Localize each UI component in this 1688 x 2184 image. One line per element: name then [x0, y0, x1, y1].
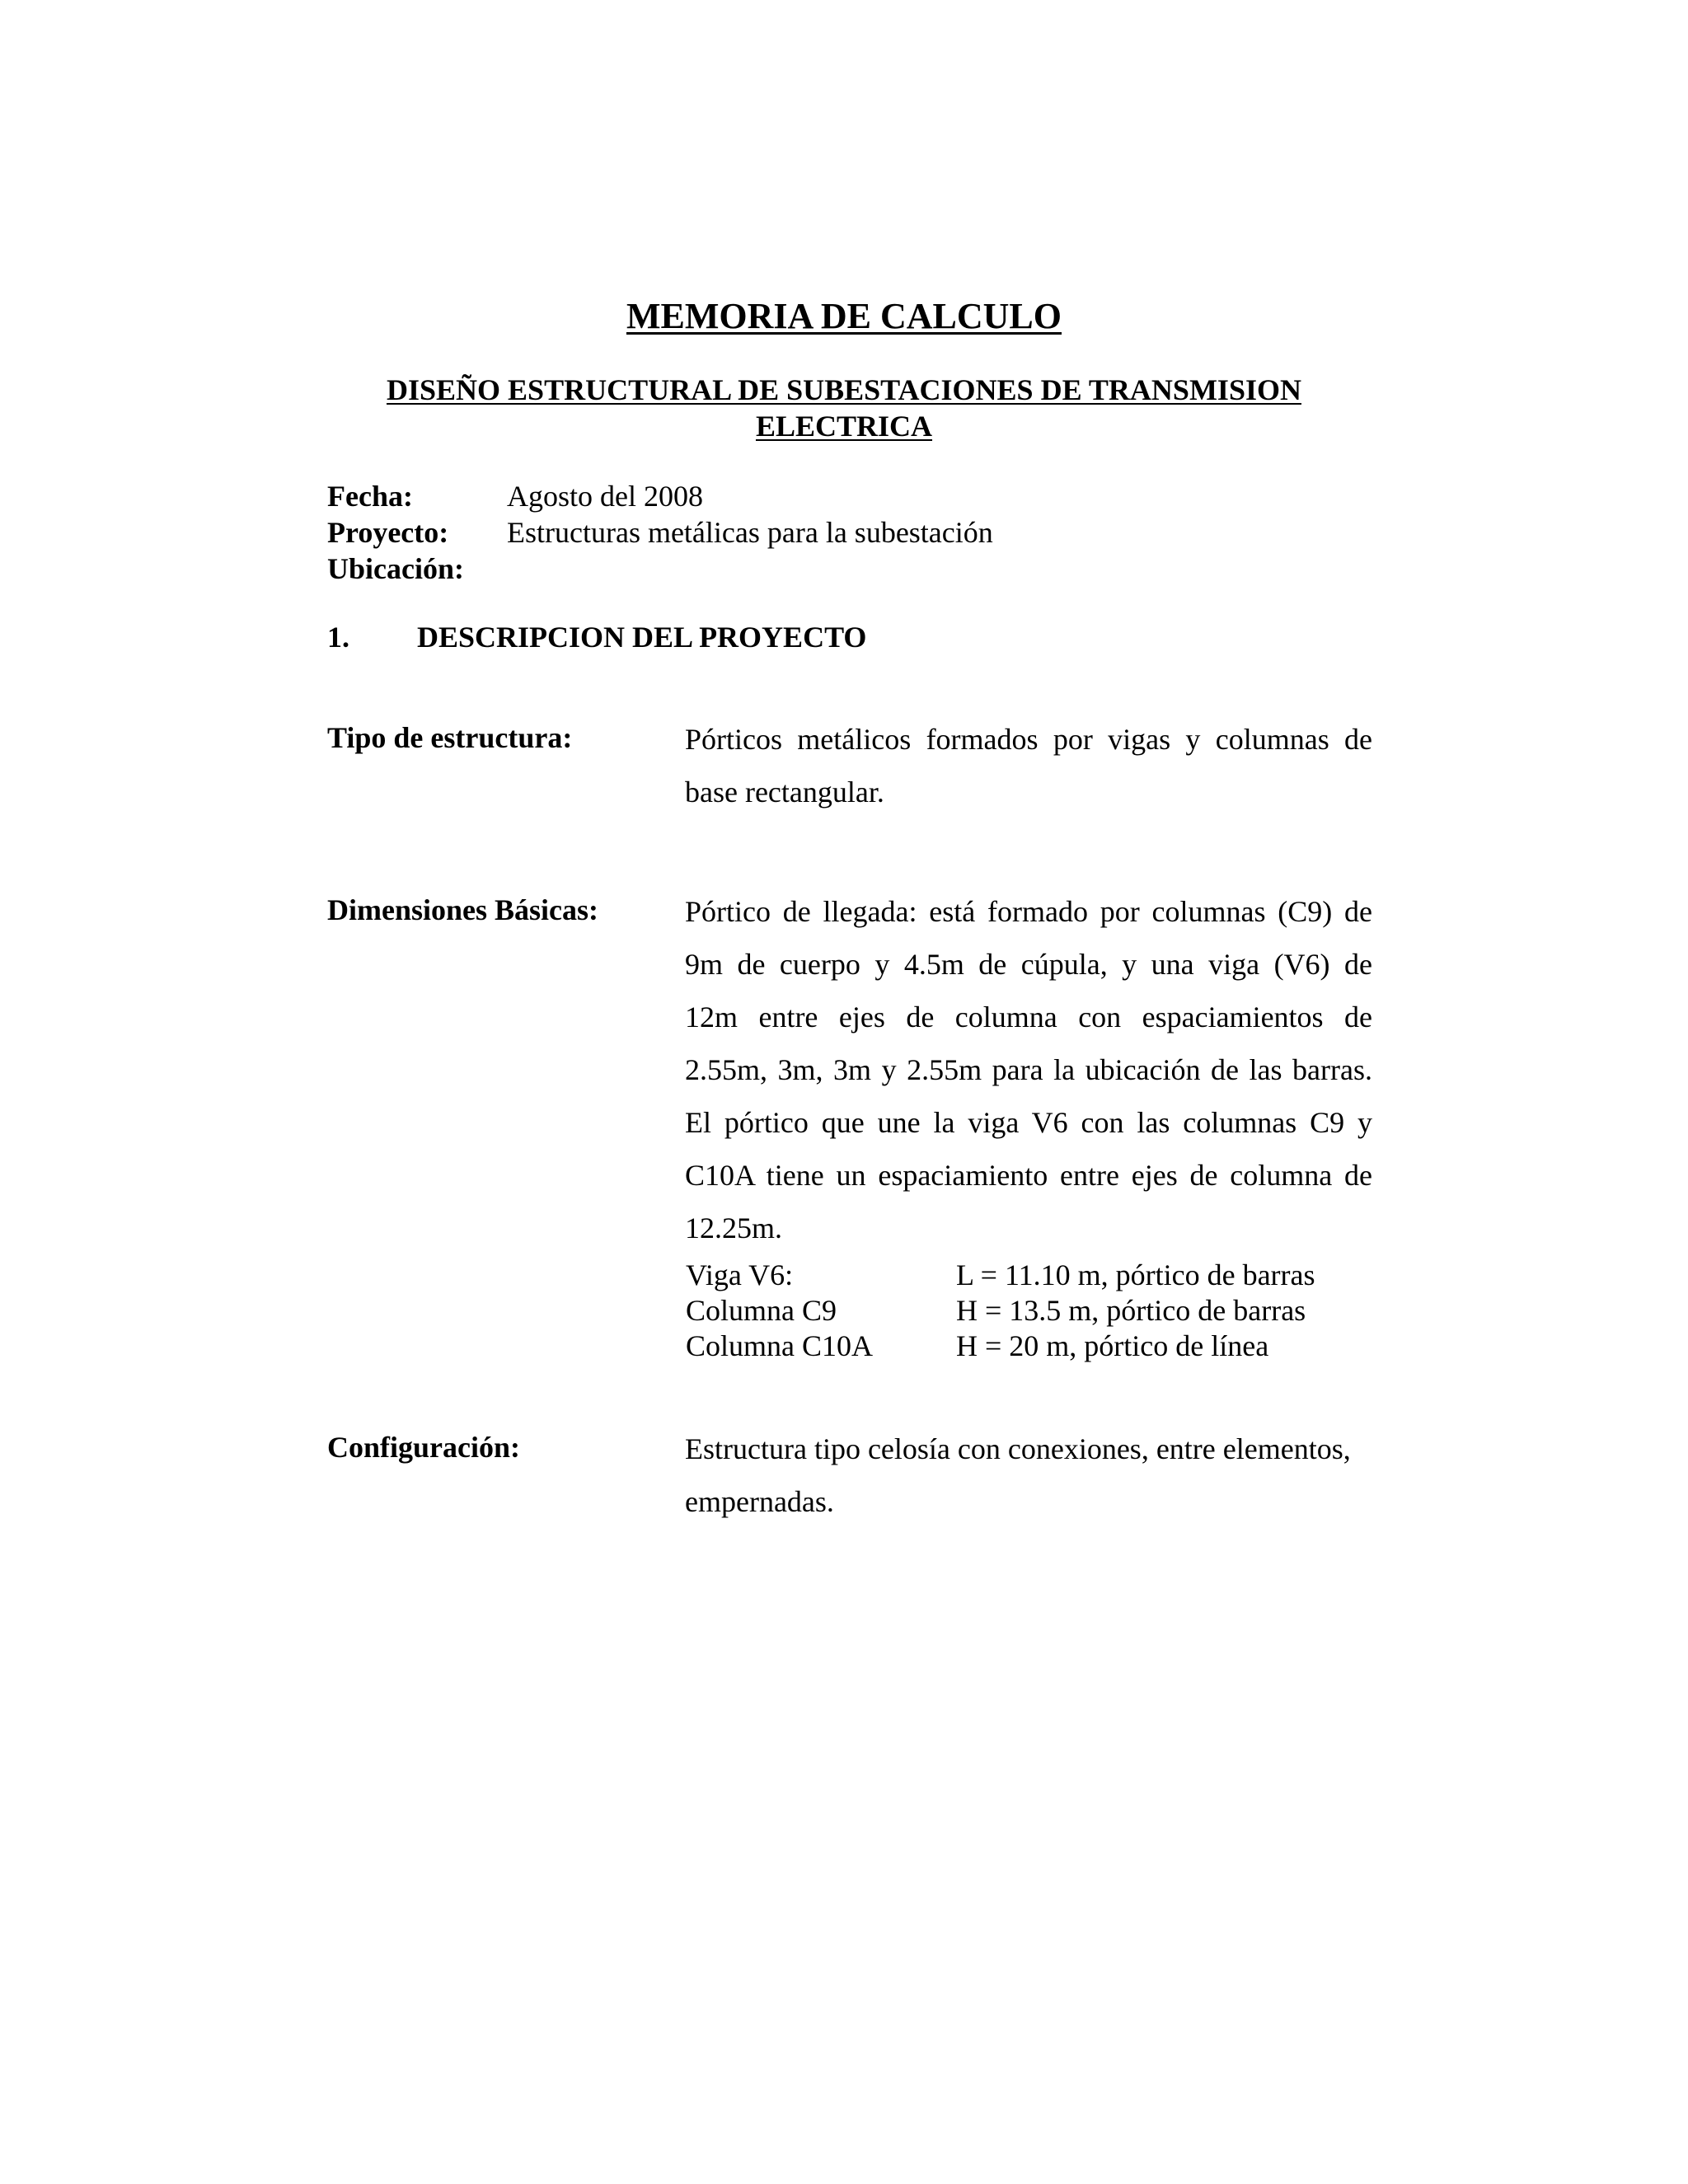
fecha-value: Agosto del 2008 — [507, 480, 703, 513]
paragraph-line: El pórtico que une la viga V6 con las columnas C9 y — [685, 1106, 1372, 1139]
paragraph-line: 2.55m, 3m, 3m y 2.55m para la ubicación de las barras. — [685, 1053, 1372, 1086]
document-title: MEMORIA DE CALCULO — [626, 296, 1062, 336]
dimensiones-basicas-label: Dimensiones Básicas: — [327, 893, 599, 926]
dimensiones-basicas-text — [685, 885, 1372, 1254]
ubicacion-label: Ubicación: — [327, 552, 464, 585]
paragraph-line: 12.25m. — [685, 1212, 783, 1244]
document-subtitle-line-1: DISEÑO ESTRUCTURAL DE SUBESTACIONES DE TRANSMISION — [387, 373, 1301, 406]
paragraph-line: 9m de cuerpo y 4.5m de cúpula, y una viga (V6) de — [685, 948, 1372, 981]
tipo-estructura-text — [685, 713, 1372, 818]
spec-name: Columna C10A — [686, 1329, 874, 1362]
section-title: DESCRIPCION DEL PROYECTO — [417, 621, 867, 654]
spec-name: Columna C9 — [686, 1294, 837, 1327]
configuracion-label: Configuración: — [327, 1431, 520, 1464]
section-number: 1. — [327, 621, 349, 654]
paragraph-line: Pórtico de llegada: está formado por columnas (C9) de — [685, 895, 1372, 928]
paragraph-line: C10A tiene un espaciamiento entre ejes de columna de — [685, 1159, 1372, 1192]
spec-value: H = 13.5 m, pórtico de barras — [956, 1294, 1306, 1327]
tipo-estructura-label: Tipo de estructura: — [327, 721, 573, 754]
fecha-label: Fecha: — [327, 480, 413, 513]
spec-value: H = 20 m, pórtico de línea — [956, 1329, 1269, 1362]
configuracion-text — [685, 1422, 1372, 1528]
paragraph-line: Pórticos metálicos formados por vigas y columnas de — [685, 723, 1372, 756]
paragraph-line: empernadas. — [685, 1485, 834, 1518]
proyecto-value: Estructuras metálicas para la subestación — [507, 516, 993, 549]
spec-name: Viga V6: — [686, 1258, 794, 1291]
paragraph-line: base rectangular. — [685, 776, 884, 808]
paragraph-line: 12m entre ejes de columna con espaciamientos de — [685, 1001, 1372, 1033]
paragraph-line: Estructura tipo celosía con conexiones, entre elementos, — [685, 1432, 1351, 1465]
proyecto-label: Proyecto: — [327, 516, 449, 549]
document-subtitle-line-2: ELECTRICA — [755, 410, 933, 443]
spec-value: L = 11.10 m, pórtico de barras — [956, 1258, 1315, 1291]
